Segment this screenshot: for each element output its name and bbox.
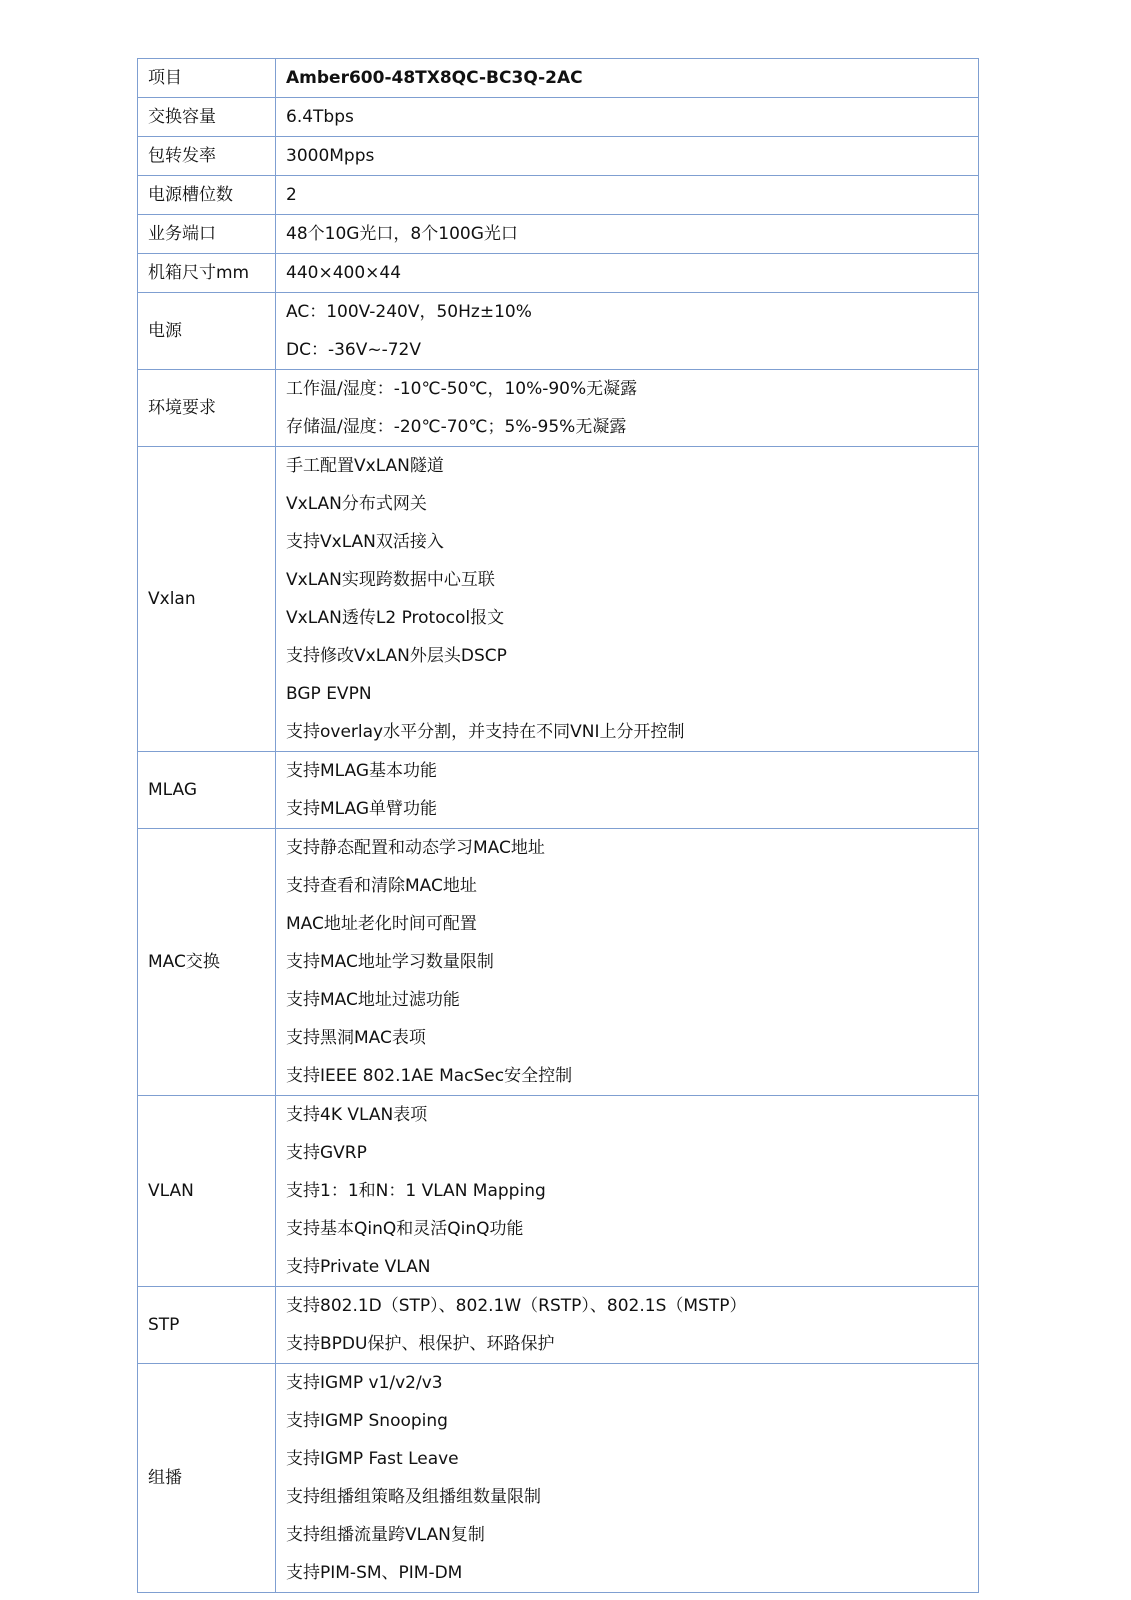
table-row (138, 215, 979, 254)
row-value-line: 支持4K VLAN表项 (286, 1105, 428, 1125)
row-key: VLAN (148, 1181, 194, 1201)
row-key-cell (138, 1096, 276, 1287)
row-value-line: 6.4Tbps (286, 107, 354, 127)
row-key-cell (138, 215, 276, 254)
table-header-row (138, 59, 979, 98)
model-name: Amber600-48TX8QC-BC3Q-2AC (286, 68, 583, 88)
row-key-cell (138, 293, 276, 370)
row-value-line: 支持修改VxLAN外层头DSCP (286, 646, 507, 666)
row-value-cell (276, 137, 979, 176)
header-key: 项目 (148, 68, 182, 88)
row-value-cell (276, 254, 979, 293)
row-value-line: 存储温/湿度：-20℃-70℃；5%-95%无凝露 (286, 417, 627, 437)
row-value-line: 支持基本QinQ和灵活QinQ功能 (286, 1219, 524, 1239)
row-value-line: 2 (286, 185, 297, 205)
row-key-cell (138, 370, 276, 447)
row-value-cell (276, 215, 979, 254)
row-value-line: BGP EVPN (286, 684, 372, 704)
row-key: 电源 (148, 321, 182, 341)
row-value-line: 支持MAC地址学习数量限制 (286, 952, 494, 972)
row-key: 包转发率 (148, 146, 216, 166)
row-key: 环境要求 (148, 398, 216, 418)
row-key-cell (138, 752, 276, 829)
row-value-line: 支持组播组策略及组播组数量限制 (286, 1487, 541, 1507)
row-value-line: 48个10G光口，8个100G光口 (286, 224, 518, 244)
header-value-cell (276, 59, 979, 98)
row-key-cell (138, 254, 276, 293)
row-value-line: 支持GVRP (286, 1143, 367, 1163)
row-value-line: 支持IEEE 802.1AE MacSec安全控制 (286, 1066, 573, 1086)
table-row (138, 137, 979, 176)
row-value-line: 支持查看和清除MAC地址 (286, 876, 477, 896)
row-key: MAC交换 (148, 952, 220, 972)
row-key: 电源槽位数 (148, 185, 233, 205)
row-value-line: 支持黑洞MAC表项 (286, 1028, 426, 1048)
table-row (138, 1287, 979, 1364)
row-value-cell (276, 447, 979, 752)
row-value-line: 支持VxLAN双活接入 (286, 532, 444, 552)
table-row (138, 370, 979, 447)
row-key-cell (138, 176, 276, 215)
row-value-line: 支持overlay水平分割，并支持在不同VNI上分开控制 (286, 722, 685, 742)
row-key: 组播 (148, 1468, 182, 1488)
row-value-line: 支持静态配置和动态学习MAC地址 (286, 838, 545, 858)
row-value-cell (276, 176, 979, 215)
row-value-cell (276, 1096, 979, 1287)
row-value-line: 支持组播流量跨VLAN复制 (286, 1525, 485, 1545)
row-value-cell (276, 98, 979, 137)
row-value-line: VxLAN实现跨数据中心互联 (286, 570, 495, 590)
spec-table-basic (137, 58, 979, 447)
row-key: 交换容量 (148, 107, 216, 127)
row-key: Vxlan (148, 589, 196, 609)
row-value-line: 440×400×44 (286, 263, 402, 283)
row-value-cell (276, 1287, 979, 1364)
row-value-line: VxLAN分布式网关 (286, 494, 427, 514)
row-value-line: 3000Mpps (286, 146, 375, 166)
row-value-line: 支持MAC地址过滤功能 (286, 990, 460, 1010)
row-key-cell (138, 447, 276, 752)
row-value-cell (276, 829, 979, 1096)
spec-table-features (137, 446, 979, 1593)
row-value-line: 支持IGMP Snooping (286, 1411, 448, 1431)
table-row (138, 752, 979, 829)
row-value-line: 支持BPDU保护、根保护、环路保护 (286, 1334, 555, 1354)
row-value-line: 支持MLAG基本功能 (286, 761, 438, 781)
row-key: 机箱尺寸mm (148, 263, 250, 283)
row-value-cell (276, 293, 979, 370)
row-value-cell (276, 752, 979, 829)
table-row (138, 176, 979, 215)
row-key: 业务端口 (148, 224, 216, 244)
table-row (138, 254, 979, 293)
header-key-cell (138, 59, 276, 98)
table-row (138, 447, 979, 752)
row-key-cell (138, 1287, 276, 1364)
row-value-line: 支持1：1和N：1 VLAN Mapping (286, 1181, 546, 1201)
row-value-line: MAC地址老化时间可配置 (286, 914, 477, 934)
table-row (138, 1364, 979, 1593)
row-value-line: 支持PIM-SM、PIM-DM (286, 1563, 463, 1583)
row-value-line: 支持Private VLAN (286, 1257, 431, 1277)
row-key-cell (138, 829, 276, 1096)
row-value-line: 支持802.1D（STP）、802.1W（RSTP）、802.1S（MSTP） (286, 1296, 747, 1316)
row-value-line: 支持MLAG单臂功能 (286, 799, 438, 819)
row-value-line: AC：100V-240V，50Hz±10% (286, 302, 532, 322)
row-key: STP (148, 1315, 180, 1335)
row-value-line: 手工配置VxLAN隧道 (286, 456, 444, 476)
row-key-cell (138, 137, 276, 176)
table-row (138, 98, 979, 137)
row-value-cell (276, 1364, 979, 1593)
table-row (138, 1096, 979, 1287)
row-value-line: VxLAN透传L2 Protocol报文 (286, 608, 505, 628)
table-row (138, 829, 979, 1096)
row-value-cell (276, 370, 979, 447)
row-value-line: 工作温/湿度：-10℃-50℃，10%-90%无凝露 (286, 379, 638, 399)
row-value-line: 支持IGMP v1/v2/v3 (286, 1373, 443, 1393)
row-value-line: 支持IGMP Fast Leave (286, 1449, 459, 1469)
row-value-line: DC：-36V~-72V (286, 340, 421, 360)
row-key: MLAG (148, 780, 198, 800)
table-row (138, 293, 979, 370)
row-key-cell (138, 98, 276, 137)
row-key-cell (138, 1364, 276, 1593)
